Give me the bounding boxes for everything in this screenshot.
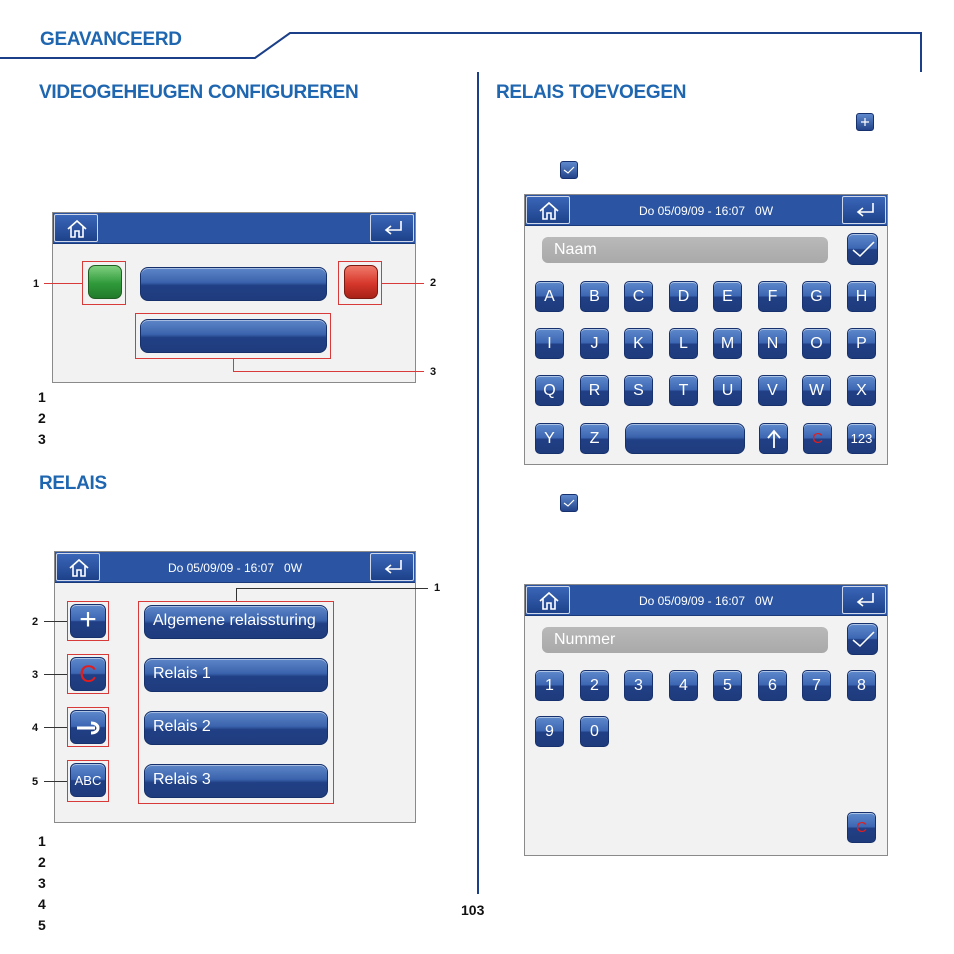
check-icon: [560, 494, 578, 512]
key-1[interactable]: 1: [535, 670, 564, 701]
key-s[interactable]: S: [624, 375, 653, 406]
key-h[interactable]: H: [847, 281, 876, 312]
callout-box-1: [82, 261, 126, 305]
page-number: 103: [461, 902, 485, 918]
back-button[interactable]: [842, 196, 886, 224]
callout-line-5: [44, 781, 67, 782]
back-button[interactable]: [370, 553, 414, 581]
home-icon: [67, 557, 91, 579]
home-icon: [537, 590, 561, 612]
callout-line-4: [44, 727, 67, 728]
callout-line-1b: [236, 588, 428, 589]
shift-key[interactable]: [759, 423, 788, 454]
name-input[interactable]: Naam: [542, 237, 828, 263]
key-g[interactable]: G: [802, 281, 831, 312]
key-v[interactable]: V: [758, 375, 787, 406]
relais-topbar: [55, 552, 415, 583]
callout-num-4: 4: [32, 722, 39, 734]
key-u[interactable]: U: [713, 375, 742, 406]
legend-4: 4: [38, 896, 46, 912]
arrow-up-icon: [764, 428, 784, 450]
add-relay-button[interactable]: +: [70, 604, 106, 638]
keyboard-topbar: [525, 195, 887, 226]
check-icon: [849, 626, 877, 652]
number-topbar: [525, 585, 887, 616]
home-button[interactable]: [56, 553, 100, 581]
check-icon: [849, 236, 877, 262]
key-d[interactable]: D: [669, 281, 698, 312]
video-topbar: [53, 213, 415, 244]
relay-list-item-2[interactable]: Relais 2: [144, 711, 328, 745]
callout-num-1: 1: [33, 278, 40, 290]
legend-1: 1: [38, 389, 46, 405]
number-screen: [524, 584, 888, 856]
callout-box-2: [338, 261, 382, 305]
callout-num-2: 2: [430, 277, 437, 289]
section-title: GEAVANCEERD: [40, 29, 182, 50]
key-w[interactable]: W: [802, 375, 831, 406]
video-heading: VIDEOGEHEUGEN CONFIGUREREN: [39, 82, 359, 103]
callout-num-3: 3: [32, 669, 39, 681]
plus-icon: [856, 113, 874, 131]
keyboard-screen: [524, 194, 888, 465]
status-text: Do 05/09/09 - 16:07 0W: [638, 594, 774, 608]
callout-line-2: [382, 283, 424, 284]
return-icon: [853, 590, 877, 612]
number-input[interactable]: Nummer: [542, 627, 828, 653]
key-e[interactable]: E: [713, 281, 742, 312]
relay-list-item-1[interactable]: Relais 1: [144, 658, 328, 692]
key-p[interactable]: P: [847, 328, 876, 359]
callout-line-2: [44, 621, 67, 622]
key-j[interactable]: J: [580, 328, 609, 359]
callout-line-3a: [233, 359, 234, 371]
key-l[interactable]: L: [669, 328, 698, 359]
relay-list-item-general[interactable]: Algemene relaissturing: [144, 605, 328, 639]
key-z[interactable]: Z: [580, 423, 609, 454]
callout-line-1a: [236, 588, 237, 601]
callout-box-1: [138, 601, 334, 804]
key-7[interactable]: 7: [802, 670, 831, 701]
check-icon: [560, 161, 578, 179]
callout-box-4: [67, 707, 109, 747]
key-t[interactable]: T: [669, 375, 698, 406]
callout-box-2: [67, 601, 109, 641]
callout-num-5: 5: [32, 776, 39, 788]
confirm-button[interactable]: [847, 233, 878, 265]
key-3[interactable]: 3: [624, 670, 653, 701]
option-button-1[interactable]: [140, 267, 327, 301]
back-button[interactable]: [842, 586, 886, 614]
legend-5: 5: [38, 917, 46, 933]
home-button[interactable]: [526, 586, 570, 614]
relay-list-item-3[interactable]: Relais 3: [144, 764, 328, 798]
clear-key[interactable]: C: [847, 812, 876, 843]
numeric-key[interactable]: 123: [847, 423, 876, 454]
key-a[interactable]: A: [535, 281, 564, 312]
relais-heading: RELAIS: [39, 473, 107, 494]
return-icon: [853, 200, 877, 222]
legend-2: 2: [38, 854, 46, 870]
status-text: Do 05/09/09 - 16:07 0W: [167, 561, 303, 575]
callout-num-3: 3: [430, 366, 437, 378]
callout-line-3: [44, 674, 67, 675]
return-icon: [381, 557, 405, 579]
key-x[interactable]: X: [847, 375, 876, 406]
legend-3: 3: [38, 875, 46, 891]
clear-button[interactable]: C: [70, 657, 106, 691]
key-0[interactable]: 0: [580, 716, 609, 747]
clear-key[interactable]: C: [803, 423, 832, 454]
space-key[interactable]: [625, 423, 745, 454]
key-i[interactable]: I: [535, 328, 564, 359]
key-2[interactable]: 2: [580, 670, 609, 701]
confirm-button[interactable]: [847, 623, 878, 655]
callout-num-2: 2: [32, 616, 39, 628]
home-icon: [537, 200, 561, 222]
abc-button[interactable]: ABC: [70, 763, 106, 797]
key-o[interactable]: O: [802, 328, 831, 359]
callout-line-1: [44, 283, 82, 284]
legend-3: 3: [38, 431, 46, 447]
key-y[interactable]: Y: [535, 423, 564, 454]
key-9[interactable]: 9: [535, 716, 564, 747]
key-b[interactable]: B: [580, 281, 609, 312]
key-m[interactable]: M: [713, 328, 742, 359]
callout-box-5: [67, 760, 109, 802]
key-r[interactable]: R: [580, 375, 609, 406]
legend-2: 2: [38, 410, 46, 426]
add-relay-heading: RELAIS TOEVOEGEN: [496, 82, 687, 103]
key-5[interactable]: 5: [713, 670, 742, 701]
back-button[interactable]: [370, 214, 414, 242]
key-c[interactable]: C: [624, 281, 653, 312]
key-n[interactable]: N: [758, 328, 787, 359]
legend-1: 1: [38, 833, 46, 849]
status-text: Do 05/09/09 - 16:07 0W: [638, 204, 774, 218]
key-6[interactable]: 6: [758, 670, 787, 701]
home-button[interactable]: [526, 196, 570, 224]
callout-box-3: [135, 313, 331, 359]
column-divider: [477, 72, 479, 894]
key-4[interactable]: 4: [669, 670, 698, 701]
key-8[interactable]: 8: [847, 670, 876, 701]
key-k[interactable]: K: [624, 328, 653, 359]
callout-line-3b: [233, 371, 424, 372]
key-f[interactable]: F: [758, 281, 787, 312]
key-q[interactable]: Q: [535, 375, 564, 406]
home-button[interactable]: [54, 214, 98, 242]
callout-num-1: 1: [434, 582, 441, 594]
callout-box-3: [67, 654, 109, 694]
return-icon: [381, 218, 405, 240]
home-icon: [65, 218, 89, 240]
